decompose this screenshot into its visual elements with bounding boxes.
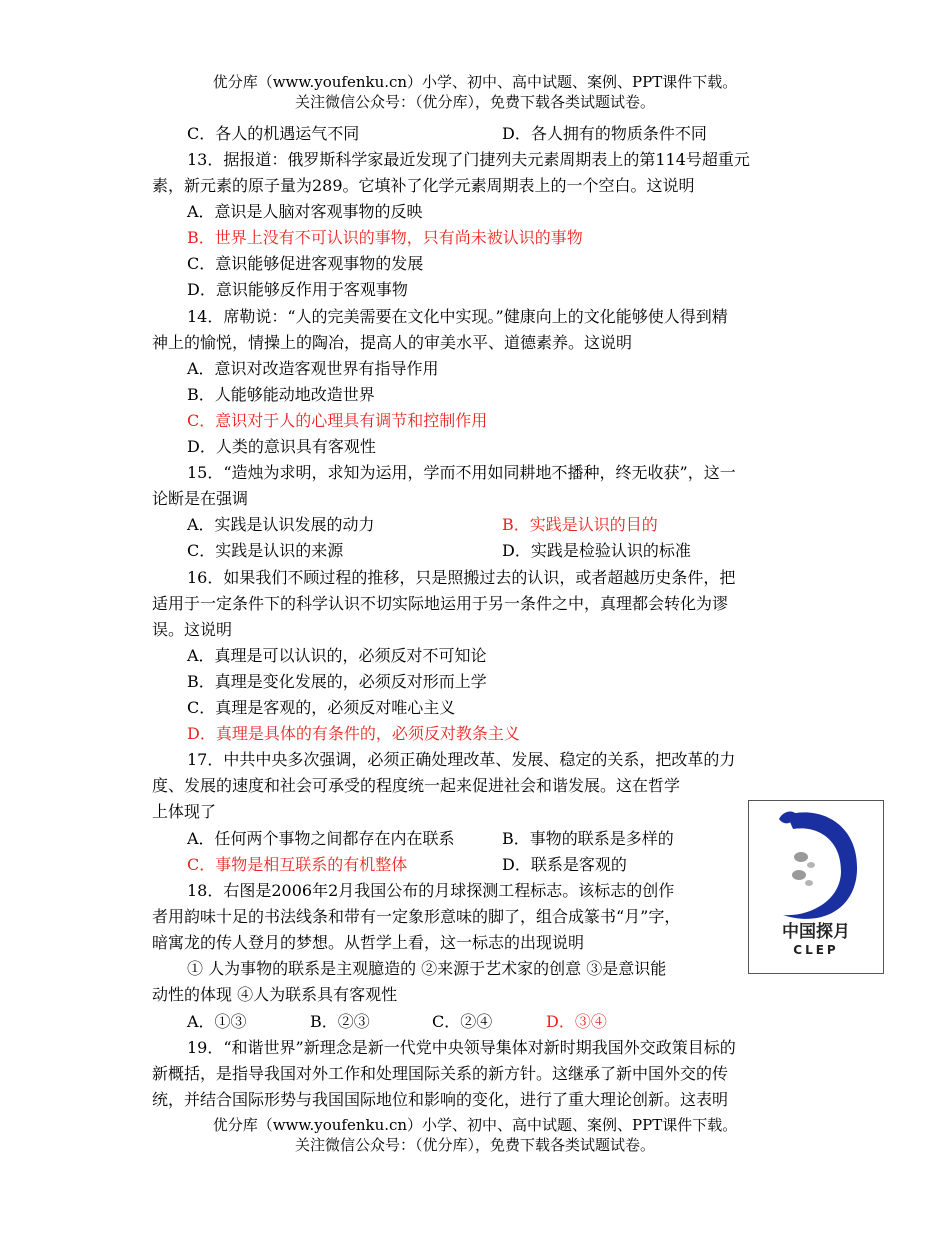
q18-text-1: 18．右图是2006年2月我国公布的月球探测工程标志。该标志的创作 xyxy=(187,881,675,900)
q14-text-1: 14．席勒说：“人的完美需要在文化中实现。”健康向上的文化能够使人得到精 xyxy=(187,307,728,326)
crescent-stroke xyxy=(783,812,857,919)
q19-text-3: 统，并结合国际形势与我国国际地位和影响的变化，进行了重大理论创新。这表明 xyxy=(152,1090,729,1109)
q17-text-1: 17．中共中央多次强调，必须正确处理改革、发展、稳定的关系，把改革的力 xyxy=(187,750,736,769)
q15-option-c: C．实践是认识的来源 xyxy=(187,541,344,560)
q17-text-2: 度、发展的速度和社会可承受的程度统一起来促进社会和谐发展。这在哲学 xyxy=(152,776,681,795)
header-line-1: 优分库（www.youfenku.cn）小学、初中、高中试题、案例、PPT课件下载。 xyxy=(212,73,738,91)
q17-option-b: B．事物的联系是多样的 xyxy=(502,829,674,848)
clep-logo-image xyxy=(748,800,884,974)
q18-option-b: B．②③ xyxy=(310,1012,370,1031)
q13-text-2: 素，新元素的原子量为289。它填补了化学元素周期表上的一个空白。这说明 xyxy=(152,176,695,195)
q14-option-d: D．人类的意识具有客观性 xyxy=(187,437,376,456)
footprint-3 xyxy=(792,870,806,880)
q18-option-c: C．②④ xyxy=(432,1012,493,1031)
logo-name-cn: 中国探月 xyxy=(782,922,850,942)
q13-option-d: D．意识能够反作用于客观事物 xyxy=(187,280,408,299)
q17-option-a: A．任何两个事物之间都存在内在联系 xyxy=(187,829,455,848)
q16-text-2: 适用于一定条件下的科学认识不切实际地运用于另一条件之中，真理都会转化为谬 xyxy=(152,594,729,613)
q13-text-1: 13．据报道：俄罗斯科学家最近发现了门捷列夫元素周期表上的第114号超重元 xyxy=(187,150,750,169)
q19-text-2: 新概括，是指导我国对外工作和处理国际关系的新方针。这继承了新中国外交的传 xyxy=(152,1064,729,1083)
q17-option-d: D．联系是客观的 xyxy=(502,855,627,874)
logo-name-en: CLEP xyxy=(793,943,839,957)
q16-option-d-answer: D．真理是具体的有条件的，必须反对教条主义 xyxy=(187,724,520,743)
q14-option-b: B．人能够能动地改造世界 xyxy=(187,385,375,404)
footer-line-2: 关注微信公众号：（优分库），免费下载各类试题试卷。 xyxy=(294,1136,655,1154)
q17-option-c-answer: C．事物是相互联系的有机整体 xyxy=(187,855,408,874)
q13-option-b-answer: B．世界上没有不可认识的事物，只有尚未被认识的事物 xyxy=(187,228,583,247)
q18-text-2: 者用韵味十足的书法线条和带有一定象形意味的脚了，组合成篆书“月”字， xyxy=(152,907,681,926)
q15-text-2: 论断是在强调 xyxy=(152,489,249,508)
q13-option-c: C．意识能够促进客观事物的发展 xyxy=(187,254,424,273)
moon-calligraphy-icon xyxy=(749,801,883,973)
q14-option-c-answer: C．意识对于人的心理具有调节和控制作用 xyxy=(187,411,488,430)
q15-option-d: D．实践是检验认识的标准 xyxy=(502,541,691,560)
q18-option-a: A．①③ xyxy=(187,1012,247,1031)
q19-text-1: 19．“和谐世界”新理念是新一代党中央领导集体对新时期我国外交政策目标的 xyxy=(187,1038,736,1057)
q16-text-1: 16．如果我们不顾过程的推移，只是照搬过去的认识，或者超越历史条件，把 xyxy=(187,568,736,587)
q15-option-a: A．实践是认识发展的动力 xyxy=(187,515,375,534)
q16-text-3: 误。这说明 xyxy=(152,620,233,639)
q18-text-4: ① 人为事物的联系是主观臆造的 ②来源于艺术家的创意 ③是意识能 xyxy=(187,959,667,978)
q17-text-3: 上体现了 xyxy=(152,802,217,821)
q16-option-a: A．真理是可以认识的，必须反对不可知论 xyxy=(187,646,487,665)
q14-option-a: A．意识对改造客观世界有指导作用 xyxy=(187,359,439,378)
footer-line-1: 优分库（www.youfenku.cn）小学、初中、高中试题、案例、PPT课件下载。 xyxy=(212,1116,738,1134)
q13-option-a: A．意识是人脑对客观事物的反映 xyxy=(187,202,423,221)
q16-option-b: B．真理是变化发展的，必须反对形而上学 xyxy=(187,672,487,691)
q15-text-1: 15．“造烛为求明，求知为运用，学而不用如同耕地不播种，终无收获”，这一 xyxy=(187,463,736,482)
q12-option-c: C．各人的机遇运气不同 xyxy=(187,124,360,143)
footprint-4 xyxy=(805,880,813,886)
q18-text-5: 动性的体现 ④人为联系具有客观性 xyxy=(152,985,398,1004)
q14-text-2: 神上的愉悦，情操上的陶冶，提高人的审美水平、道德素养。这说明 xyxy=(152,333,633,352)
header-line-2: 关注微信公众号：（优分库），免费下载各类试题试卷。 xyxy=(294,93,655,111)
q18-text-3: 暗寓龙的传人登月的梦想。从哲学上看，这一标志的出现说明 xyxy=(152,933,585,952)
q16-option-c: C．真理是客观的，必须反对唯心主义 xyxy=(187,698,456,717)
footprint-1 xyxy=(794,852,808,862)
footprint-2 xyxy=(807,862,815,868)
q15-option-b-answer: B．实践是认识的目的 xyxy=(502,515,658,534)
q12-option-d: D．各人拥有的物质条件不同 xyxy=(502,124,707,143)
q18-option-d-answer: D．③④ xyxy=(546,1012,607,1031)
